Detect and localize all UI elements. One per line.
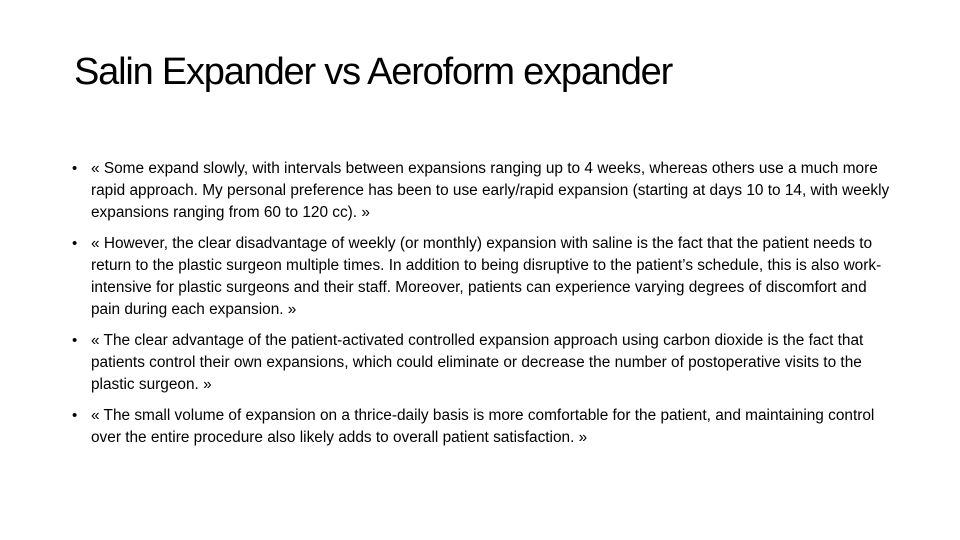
bullet-item bbox=[72, 158, 892, 224]
bullet-item bbox=[72, 330, 892, 396]
bullet-icon: • bbox=[72, 332, 78, 349]
bullet-text: « The small volume of expansion on a thrice-daily basis is more comfortable for the patient, and maintaining control over the entire procedure also likely adds to overall patient satisfaction. » bbox=[91, 407, 875, 446]
slide-title: Salin Expander vs Aeroform expander bbox=[74, 51, 673, 93]
bullet-text: « The clear advantage of the patient-activated controlled expansion approach using carbon dioxide is the fact that patients control their own expansions, which could eliminate or decrease the number of postoperative visits to the plastic surgeon. » bbox=[91, 332, 864, 393]
bullet-item bbox=[72, 233, 892, 321]
bullet-icon: • bbox=[72, 160, 78, 177]
bullet-list bbox=[72, 158, 892, 458]
bullet-icon: • bbox=[72, 235, 78, 252]
bullet-text: « However, the clear disadvantage of weekly (or monthly) expansion with saline is the fact that the patient needs to return to the plastic surgeon multiple times. In addition to being disruptive to the patient’s schedule, this is also work-intensive for plastic surgeons and their staff. Moreover, patients can experience varying degrees of discomfort and pain during each expansion. » bbox=[91, 235, 882, 318]
bullet-icon: • bbox=[72, 407, 78, 424]
bullet-item bbox=[72, 405, 892, 449]
bullet-text: « Some expand slowly, with intervals between expansions ranging up to 4 weeks, whereas others use a much more rapid approach. My personal preference has been to use early/rapid expansion (starting at days 10 to 14, with weekly expansions ranging from 60 to 120 cc). » bbox=[91, 160, 890, 221]
